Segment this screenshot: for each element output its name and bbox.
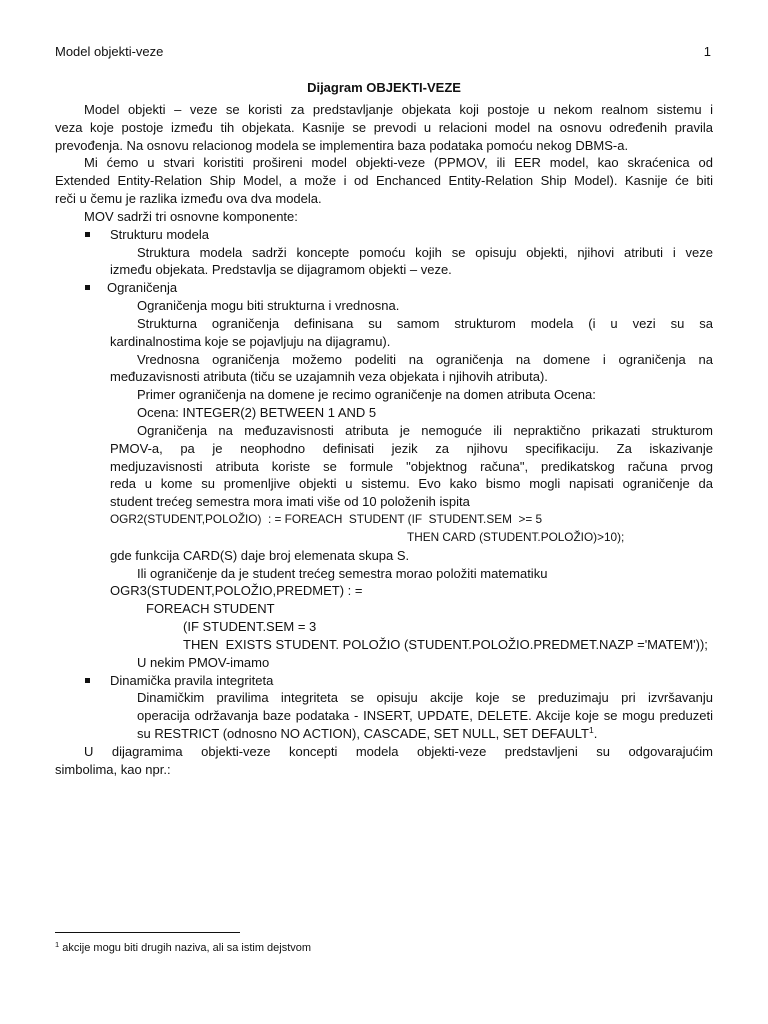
structure-text-line: Struktura modela sadrži koncepte pomoću kojih se opisuju objekti, njihovi atributi i veze — [137, 244, 713, 260]
footnote-separator — [55, 932, 240, 933]
ogr3-formula-line: (IF STUDENT.SEM = 3 — [183, 619, 317, 635]
bullet-heading: Ograničenja — [107, 280, 178, 296]
square-bullet-icon — [85, 678, 90, 683]
intro-paragraph-2-line: Mi ćemo u stvari koristiti prošireni model objekti-veze (PPMOV, ili EER model, kao skraćenica od — [84, 155, 713, 171]
intro-paragraph-1-line: prevođenja. Na osnovu relacionog modela se implementira baza podataka pomoću nekog DBMS-a. — [55, 137, 629, 153]
interdependence-line: Ograničenja na međuzavisnosti atributa je nemoguće ili nepraktično prikazati strukturom — [137, 422, 713, 438]
card-function-note: gde funkcija CARD(S) daje broj elemenata skupa S. — [110, 547, 410, 563]
dynamic-rules-text-end: . — [593, 725, 598, 741]
bullet-heading: Dinamička pravila integriteta — [110, 672, 274, 688]
section-title: Dijagram OBJEKTI-VEZE — [307, 80, 461, 95]
interdependence-line: PMOV-a, pa je neophodno definisati jezik za njihovu specifikaciju. Za iskazivanje — [110, 440, 713, 456]
interdependence-line: medjuzavisnosti atributa koriste se formule "objektnog računa", predikatskog računa prvog — [110, 458, 713, 474]
bullet-heading: Strukturu modela — [110, 226, 209, 242]
bullet-item-structure — [110, 226, 713, 244]
structural-constraints-line: Strukturna ograničenja definisana su samom strukturom modela (i u vezi su sa — [137, 315, 713, 331]
interdependence-line: student trećeg semestra mora imati više od 10 položenih ispita — [110, 494, 470, 510]
intro-paragraph-1-line: veza koje postoje između tih objekata. Kasnije se prevodi u relacioni model na osnovu određenih pravila — [55, 119, 713, 135]
footnote-text: akcije mogu biti drugih naziva, ali sa istim dejstvom — [62, 942, 312, 954]
intro-paragraph-1-line: Model objekti – veze se koristi za predstavljanje objekata koji postoje u nekom realnom sistemu i — [84, 102, 713, 117]
constraints-types: Ograničenja mogu biti strukturna i vrednosna. — [137, 298, 400, 314]
dynamic-rules-text: su RESTRICT (odnosno NO ACTION), CASCADE, SET NULL, SET DEFAULT — [137, 725, 589, 741]
ogr3-intro: Ili ograničenje da je student trećeg semestra morao položiti matematiku — [137, 565, 548, 581]
components-intro: MOV sadrži tri osnovne komponente: — [84, 208, 298, 224]
bullet-item-constraints — [107, 279, 713, 297]
ogr3-formula-line: THEN EXISTS STUDENT. POLOŽIO (STUDENT.POLOŽIO.PREDMET.NAZP ='MATEM')); — [183, 636, 708, 652]
footnote-reference: 1 — [589, 724, 594, 735]
dynamic-rules-line — [137, 725, 713, 743]
dynamic-rules-line: Dinamičkim pravilima integriteta se opisuju akcije koje se preduzimaju pri izvršavanju — [137, 690, 713, 706]
ogr3-formula-line: OGR3(STUDENT,POLOŽIO,PREDMET) : = — [110, 583, 363, 599]
domain-example-intro: Primer ograničenja na domene je recimo ograničenje na domen atributa Ocena: — [137, 387, 596, 403]
pmov-note: U nekim PMOV-imamo — [137, 654, 270, 670]
value-constraints-line: međuzavisnosti atributa (tiču se uzajamnih veza objekata i njihovih atributa). — [110, 369, 548, 385]
ogr2-formula-line: THEN CARD (STUDENT.POLOŽIO)>10); — [407, 529, 625, 544]
footnote-marker: 1 — [55, 940, 60, 949]
interdependence-line: reda u kome su promenljive objekti u sistemu. Evo kako bismo mogli napisati ograničenje da — [110, 476, 713, 492]
square-bullet-icon — [85, 232, 90, 237]
page-header — [55, 43, 713, 61]
structure-text-line: između objekata. Predstavlja se dijagramom objekti – veze. — [110, 262, 452, 278]
bullet-item-dynamic-rules — [110, 672, 713, 690]
intro-paragraph-2-line: Extended Entity-Relation Ship Model, a može i od Enchanced Entity-Relation Ship Model). Kasnije će biti — [55, 173, 713, 189]
value-constraints-line: Vrednosna ograničenja možemo podeliti na ograničenja na domene i ograničenja na — [137, 351, 713, 367]
square-bullet-icon — [85, 285, 90, 290]
ogr2-formula-line: OGR2(STUDENT,POLOŽIO) : = FOREACH STUDENT (IF STUDENT.SEM >= 5 — [110, 512, 543, 527]
domain-example: Ocena: INTEGER(2) BETWEEN 1 AND 5 — [137, 405, 377, 421]
closing-paragraph-line: simbolima, kao npr.: — [55, 761, 171, 777]
footnote — [55, 940, 713, 956]
closing-paragraph-line: U dijagramima objekti-veze koncepti modela objekti-veze predstavljeni su odgovarajućim — [84, 743, 713, 759]
ogr3-formula-line: FOREACH STUDENT — [146, 601, 275, 617]
page-number: 1 — [703, 44, 711, 59]
running-title: Model objekti-veze — [55, 44, 164, 59]
document-body — [0, 101, 768, 778]
structural-constraints-line: kardinalnostima koje se pojavljuju na dijagramu). — [110, 333, 391, 349]
intro-paragraph-2-line: reči u čemu je razlika između ova dva modela. — [55, 191, 322, 207]
dynamic-rules-line: operacija održavanja baze podataka - INSERT, UPDATE, DELETE. Akcije koje se mogu preduzeti — [137, 708, 713, 724]
